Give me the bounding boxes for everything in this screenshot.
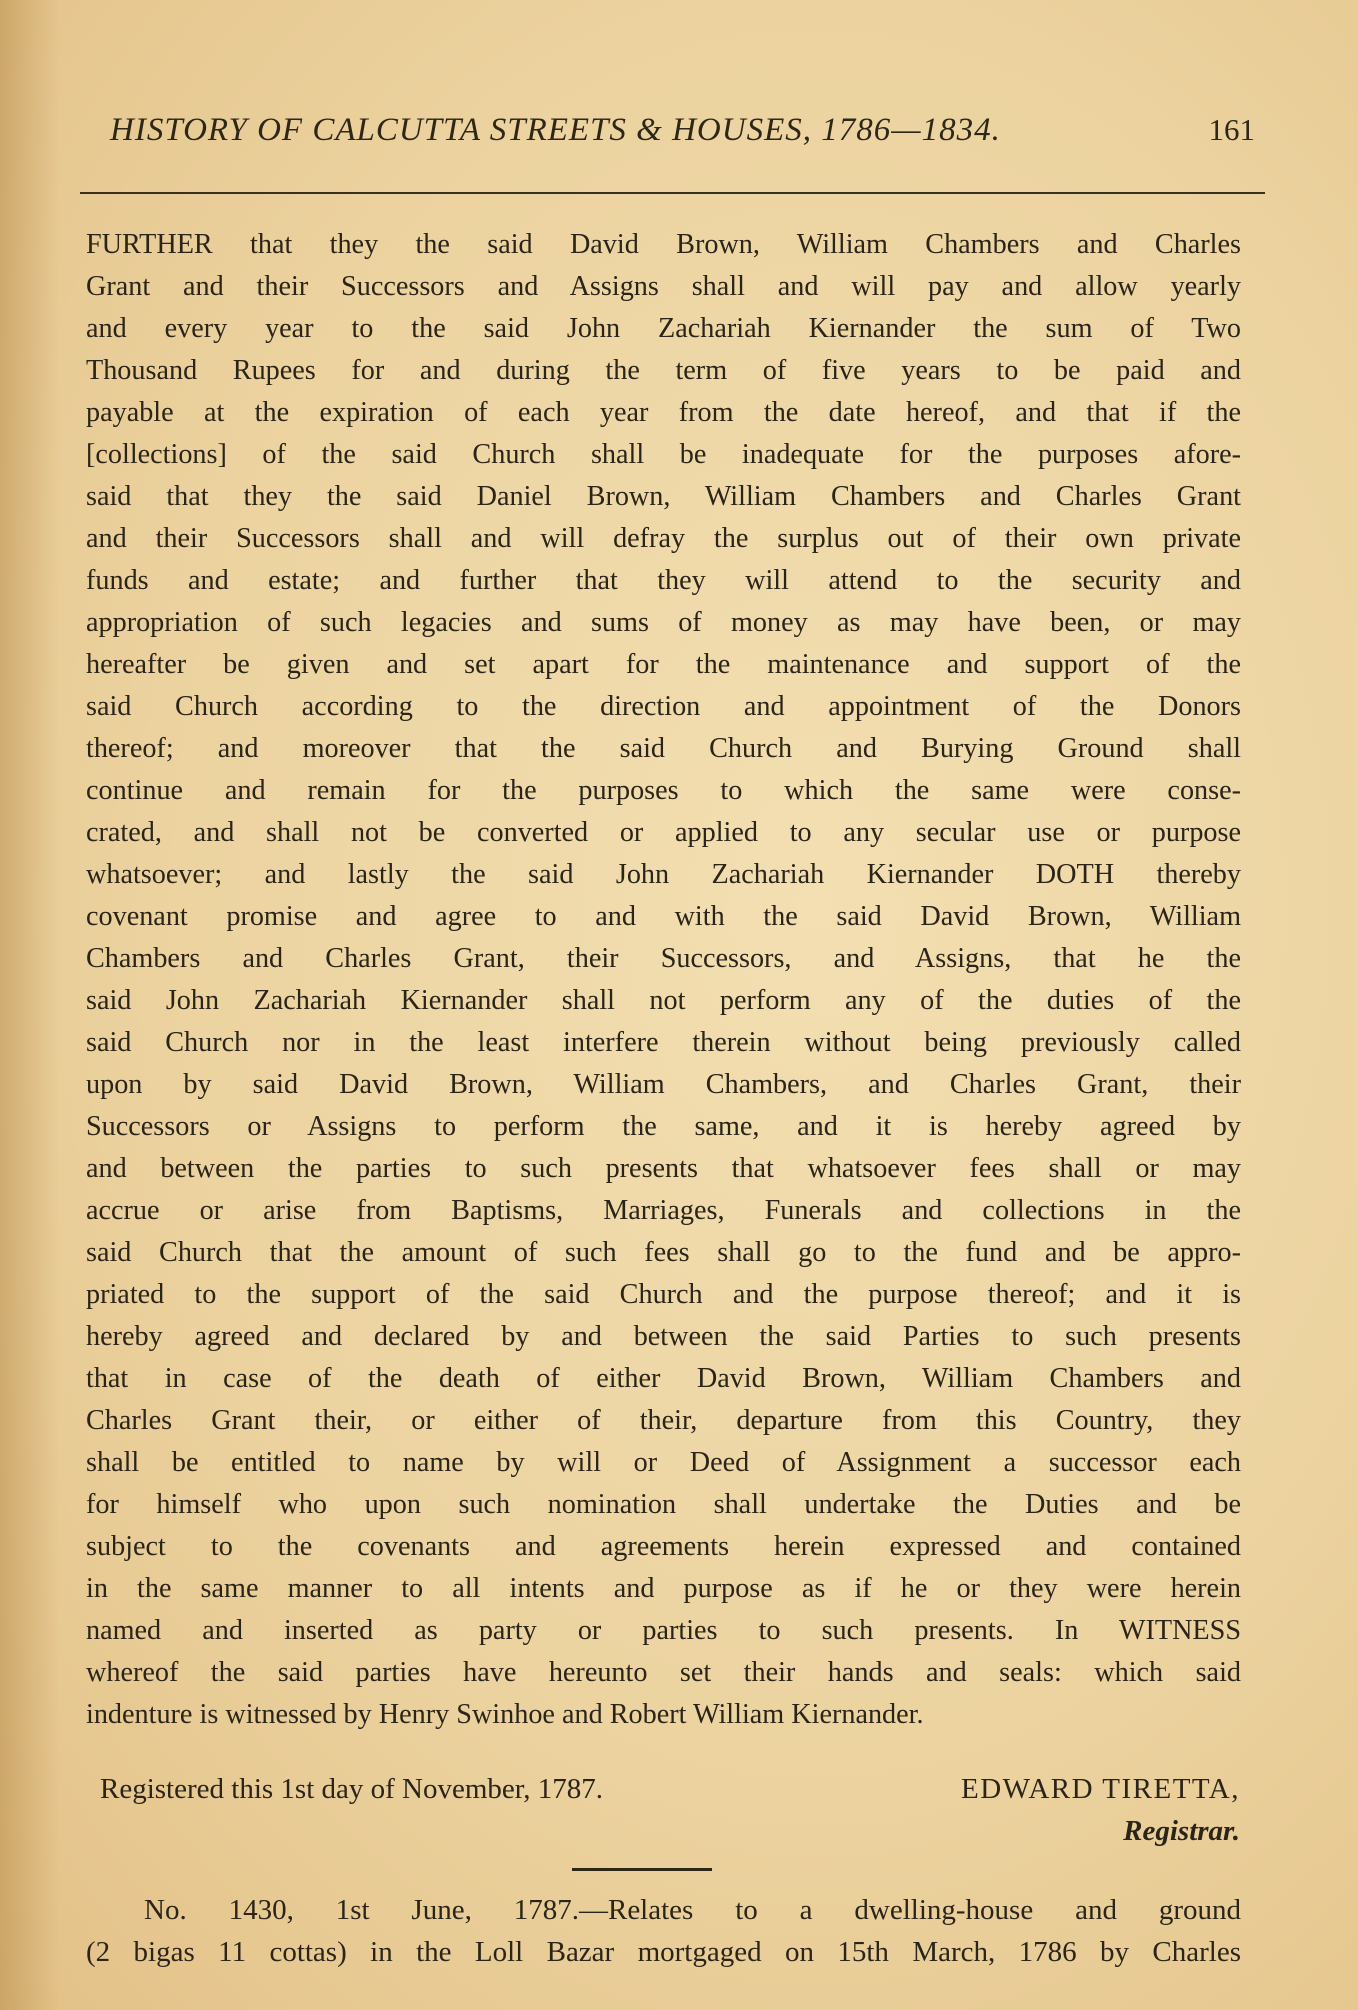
text-line: indenture is witnessed by Henry Swinhoe and Robert William Kiernander. — [86, 1699, 924, 1730]
page-number: 161 — [1208, 112, 1255, 147]
registration-date: Registered this 1st day of November, 1787. — [100, 1773, 604, 1805]
text-line: hereby agreed and declared by and between the said Parties to such presents — [86, 1321, 1241, 1352]
text-line: whatsoever; and lastly the said John Zachariah Kiernander DOTH thereby — [86, 859, 1241, 890]
entry-line: (2 bigas 11 cottas) in the Loll Bazar mortgaged on 15th March, 1786 by Charles — [86, 1936, 1241, 1968]
text-line: and between the parties to such presents that whatsoever fees shall or may — [86, 1153, 1241, 1184]
page-binding-shadow — [0, 0, 60, 2010]
text-line: continue and remain for the purposes to which the same were conse- — [86, 775, 1241, 806]
registrar-signature — [961, 1768, 1240, 1852]
registrar-title: Registrar. — [1123, 1815, 1240, 1847]
text-line: Successors or Assigns to perform the same, and it is hereby agreed by — [86, 1111, 1241, 1142]
text-line: hereafter be given and set apart for the maintenance and support of the — [86, 649, 1241, 680]
next-entry — [86, 1888, 1241, 1972]
entry-line: No. 1430, 1st June, 1787.—Relates to a dwelling-house and ground — [144, 1894, 1241, 1926]
header-rule — [80, 192, 1265, 194]
text-line: upon by said David Brown, William Chambers, and Charles Grant, their — [86, 1069, 1241, 1100]
text-line: Charles Grant their, or either of their, departure from this Country, they — [86, 1405, 1241, 1436]
text-line: Thousand Rupees for and during the term of five years to be paid and — [86, 355, 1241, 386]
text-line: FURTHER that they the said David Brown, William Chambers and Charles — [86, 229, 1241, 260]
text-line: thereof; and moreover that the said Church and Burying Ground shall — [86, 733, 1241, 764]
text-line: [collections] of the said Church shall be inadequate for the purposes afore- — [86, 439, 1241, 470]
text-line: covenant promise and agree to and with the said David Brown, William — [86, 901, 1241, 932]
text-line: subject to the covenants and agreements herein expressed and contained — [86, 1531, 1241, 1562]
text-line: and their Successors shall and will defray the surplus out of their own private — [86, 523, 1241, 554]
text-line: funds and estate; and further that they will attend to the security and — [86, 565, 1241, 596]
text-line: that in case of the death of either David Brown, William Chambers and — [86, 1363, 1241, 1394]
running-header — [110, 112, 1255, 162]
registrar-name: EDWARD TIRETTA, — [961, 1773, 1240, 1805]
text-line: in the same manner to all intents and purpose as if he or they were herein — [86, 1573, 1241, 1604]
text-line: said Church that the amount of such fees shall go to the fund and be appro- — [86, 1237, 1241, 1268]
text-line: named and inserted as party or parties to such presents. In WITNESS — [86, 1615, 1241, 1646]
deed-text — [86, 224, 1241, 1736]
text-line: and every year to the said John Zachariah Kiernander the sum of Two — [86, 313, 1241, 344]
text-line: crated, and shall not be converted or applied to any secular use or purpose — [86, 817, 1241, 848]
text-line: whereof the said parties have hereunto set their hands and seals: which said — [86, 1657, 1241, 1688]
section-divider — [572, 1868, 712, 1871]
text-line: Chambers and Charles Grant, their Successors, and Assigns, that he the — [86, 943, 1241, 974]
text-line: said Church according to the direction and appointment of the Donors — [86, 691, 1241, 722]
text-line: priated to the support of the said Church and the purpose thereof; and it is — [86, 1279, 1241, 1310]
text-line: payable at the expiration of each year from the date hereof, and that if the — [86, 397, 1241, 428]
text-line: appropriation of such legacies and sums of money as may have been, or may — [86, 607, 1241, 638]
text-line: for himself who upon such nomination shall undertake the Duties and be — [86, 1489, 1241, 1520]
text-line: Grant and their Successors and Assigns shall and will pay and allow yearly — [86, 271, 1241, 302]
running-title: HISTORY OF CALCUTTA STREETS & HOUSES, 1786—1834. — [110, 112, 1001, 148]
text-line: said John Zachariah Kiernander shall not perform any of the duties of the — [86, 985, 1241, 1016]
text-line: accrue or arise from Baptisms, Marriages, Funerals and collections in the — [86, 1195, 1241, 1226]
text-line: shall be entitled to name by will or Deed of Assignment a successor each — [86, 1447, 1241, 1478]
text-line: said Church nor in the least interfere therein without being previously called — [86, 1027, 1241, 1058]
text-line: said that they the said Daniel Brown, William Chambers and Charles Grant — [86, 481, 1241, 512]
